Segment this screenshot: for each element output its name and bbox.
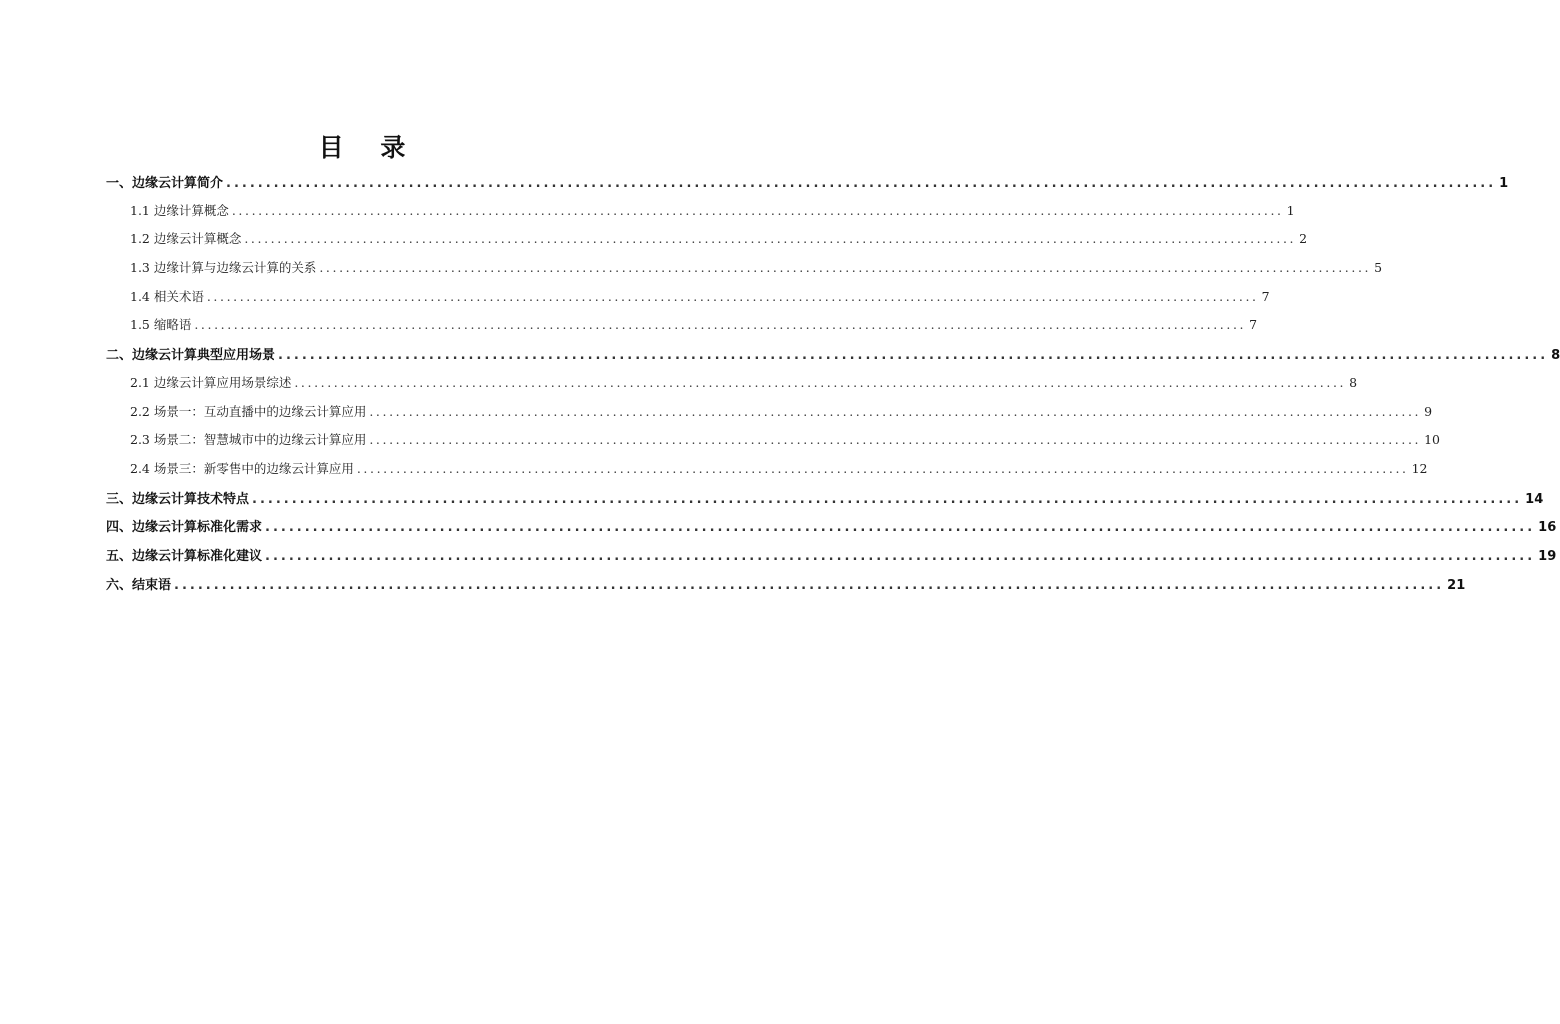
toc-entry[interactable] bbox=[106, 430, 1441, 459]
toc-entry[interactable] bbox=[106, 574, 1466, 603]
table-of-contents bbox=[106, 172, 1560, 602]
toc-entry[interactable] bbox=[106, 402, 1433, 431]
toc-page-number: 1 bbox=[1499, 176, 1509, 191]
toc-leader: ................................................................................................................................................................ bbox=[174, 577, 1445, 593]
toc-entry-label: 2.4 场景三：新零售中的边缘云计算应用 bbox=[130, 460, 354, 476]
toc-page-number: 9 bbox=[1424, 403, 1433, 419]
toc-page-number: 7 bbox=[1261, 288, 1270, 304]
toc-leader: ................................................................................................................................................................ bbox=[206, 288, 1259, 304]
toc-entry[interactable] bbox=[106, 344, 1560, 373]
toc-page-number: 14 bbox=[1525, 491, 1544, 507]
toc-entry[interactable] bbox=[106, 516, 1557, 545]
toc-page-number: 5 bbox=[1374, 260, 1383, 276]
toc-entry-label: 三、边缘云计算技术特点 bbox=[106, 491, 250, 507]
toc-leader: ................................................................................................................................................................ bbox=[369, 432, 1422, 448]
toc-entry-label: 1.1 边缘计算概念 bbox=[130, 202, 229, 218]
toc-entry-label: 2.3 场景二：智慧城市中的边缘云计算应用 bbox=[130, 432, 367, 448]
toc-entry[interactable] bbox=[106, 373, 1358, 402]
toc-entry-label: 六、结束语 bbox=[106, 577, 172, 593]
toc-leader: ................................................................................................................................................................ bbox=[265, 548, 1536, 564]
toc-leader: ................................................................................................................................................................ bbox=[252, 491, 1523, 507]
toc-page-number: 2 bbox=[1299, 231, 1308, 247]
toc-page-number: 21 bbox=[1447, 577, 1466, 593]
toc-entry-label: 二、边缘云计算典型应用场景 bbox=[106, 348, 276, 364]
toc-leader: ................................................................................................................................................................ bbox=[294, 374, 1347, 390]
toc-entry[interactable] bbox=[106, 315, 1258, 344]
toc-page-number: 10 bbox=[1424, 432, 1441, 448]
toc-entry-label: 1.2 边缘云计算概念 bbox=[130, 231, 242, 247]
toc-entry[interactable] bbox=[106, 172, 1509, 201]
toc-page-number: 1 bbox=[1286, 202, 1295, 218]
toc-entry-label: 四、边缘云计算标准化需求 bbox=[106, 520, 263, 536]
toc-entry[interactable] bbox=[106, 229, 1308, 258]
toc-leader: ................................................................................................................................................................ bbox=[226, 176, 1497, 191]
toc-entry-label: 2.2 场景一：互动直播中的边缘云计算应用 bbox=[130, 403, 367, 419]
toc-leader: ................................................................................................................................................................ bbox=[194, 317, 1247, 333]
toc-entry-label: 2.1 边缘云计算应用场景综述 bbox=[130, 374, 292, 390]
toc-page-number: 7 bbox=[1249, 317, 1258, 333]
toc-entry[interactable] bbox=[106, 459, 1428, 488]
toc-page-number: 8 bbox=[1349, 374, 1358, 390]
toc-entry-label: 1.3 边缘计算与边缘云计算的关系 bbox=[130, 260, 317, 276]
toc-entry-label: 一、边缘云计算简介 bbox=[106, 176, 224, 191]
toc-leader: ................................................................................................................................................................ bbox=[356, 460, 1409, 476]
toc-page-number: 19 bbox=[1538, 548, 1557, 564]
toc-entry[interactable] bbox=[106, 287, 1270, 316]
toc-leader: ................................................................................................................................................................ bbox=[244, 231, 1297, 247]
toc-entry[interactable] bbox=[106, 488, 1544, 517]
toc-page-number: 8 bbox=[1551, 348, 1560, 364]
toc-leader: ................................................................................................................................................................ bbox=[265, 520, 1536, 536]
toc-leader: ................................................................................................................................................................ bbox=[369, 403, 1422, 419]
toc-entry[interactable] bbox=[106, 258, 1383, 287]
toc-leader: ................................................................................................................................................................ bbox=[278, 348, 1549, 364]
toc-entry-label: 五、边缘云计算标准化建议 bbox=[106, 548, 263, 564]
toc-page-number: 12 bbox=[1411, 460, 1428, 476]
toc-entry-label: 1.5 缩略语 bbox=[130, 317, 192, 333]
toc-leader: ................................................................................................................................................................ bbox=[231, 202, 1284, 218]
toc-leader: ................................................................................................................................................................ bbox=[319, 260, 1372, 276]
page-title: 目 录 bbox=[318, 133, 420, 162]
toc-entry[interactable] bbox=[106, 201, 1295, 230]
toc-entry[interactable] bbox=[106, 545, 1557, 574]
toc-entry-label: 1.4 相关术语 bbox=[130, 288, 204, 304]
toc-page-number: 16 bbox=[1538, 520, 1557, 536]
